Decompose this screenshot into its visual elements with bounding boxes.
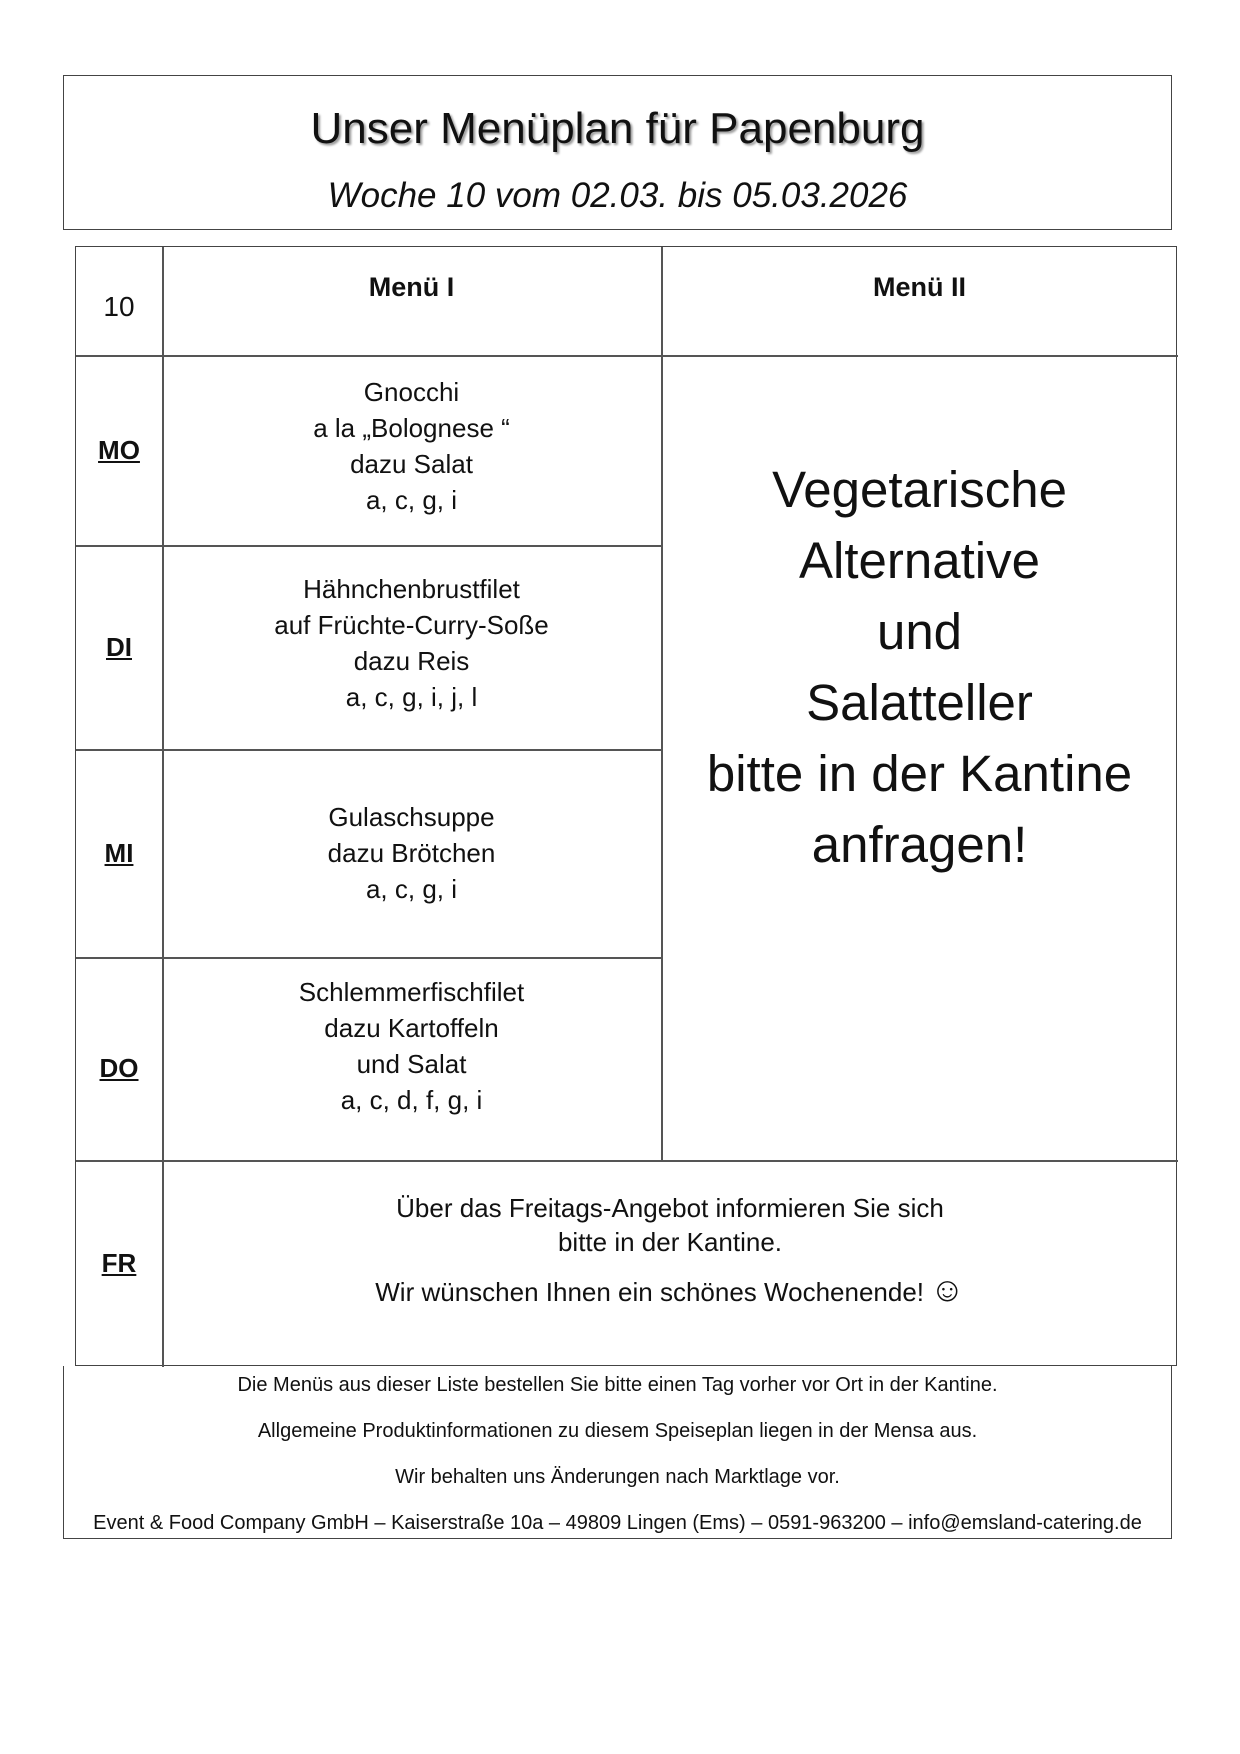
menu-table: [75, 246, 1177, 1366]
friday-line-3: Wir wünschen Ihnen ein schönes Wochenende!: [375, 1277, 925, 1307]
dish-line: dazu Kartoffeln: [324, 1013, 499, 1043]
allergen-codes: a, c, g, i: [365, 485, 458, 515]
dish-line: Gnocchi: [363, 377, 460, 407]
footer-company-contact: Event & Food Company GmbH – Kaiserstraße 10a – 49809 Lingen (Ems) – 0591-963200 – info@emsland-catering.de: [93, 1512, 1142, 1534]
menu-2-vegetarian-note: [661, 355, 1178, 979]
friday-greeting: [375, 1273, 964, 1309]
dish-line: Gulaschsuppe: [328, 802, 495, 832]
dish-line: und Salat: [356, 1049, 467, 1079]
dish-cell-mo: [162, 355, 661, 537]
veg-line: und: [876, 603, 963, 660]
veg-line: Salatteller: [806, 674, 1033, 731]
dish-line: dazu Salat: [350, 449, 473, 479]
dish-line: Schlemmerfischfilet: [298, 977, 525, 1007]
veg-line: Vegetarische: [772, 461, 1067, 518]
friday-line-2: bitte in der Kantine.: [557, 1227, 783, 1257]
veg-line: Alternative: [799, 532, 1040, 589]
dish-line: auf Früchte-Curry-Soße: [274, 610, 549, 640]
footer-box: [63, 1366, 1172, 1539]
dish-line: a la „Bolognese “: [313, 413, 510, 443]
column-header-menu-1: Menü I: [368, 272, 455, 302]
friday-note: [162, 1160, 1178, 1340]
day-label-do: DO: [99, 1053, 139, 1083]
smiley-icon: ☺: [930, 1271, 965, 1309]
week-subtitle: Woche 10 vom 02.03. bis 05.03.2026: [327, 176, 908, 215]
dish-line: Hähnchenbrustfilet: [303, 574, 520, 604]
dish-cell-do: [162, 957, 661, 1135]
day-label-di: DI: [106, 631, 132, 662]
page-title: Unser Menüplan für Papenburg: [310, 104, 925, 153]
allergen-codes: a, c, d, f, g, i: [340, 1085, 483, 1115]
week-number: 10: [103, 291, 135, 322]
allergen-codes: a, c, g, i: [365, 874, 458, 904]
dish-cell-mi: [162, 749, 661, 957]
day-label-mi: MI: [104, 837, 134, 868]
footer-product-info: Allgemeine Produktinformationen zu diesem Speiseplan liegen in der Mensa aus.: [257, 1420, 978, 1442]
dish-line: dazu Reis: [353, 646, 470, 676]
day-label-fr: FR: [101, 1248, 137, 1278]
footer-changes-note: Wir behalten uns Änderungen nach Marktlage vor.: [395, 1466, 840, 1488]
footer-order-note: Die Menüs aus dieser Liste bestellen Sie bitte einen Tag vorher vor Ort in der Kantine.: [237, 1374, 998, 1396]
header-box: [63, 75, 1172, 230]
veg-line: anfragen!: [811, 816, 1028, 873]
friday-line-1: Über das Freitags-Angebot informieren Sie sich: [396, 1193, 944, 1223]
veg-line: bitte in der Kantine: [706, 745, 1133, 802]
dish-line: dazu Brötchen: [327, 838, 496, 868]
column-header-menu-2: Menü II: [873, 272, 966, 302]
dish-cell-di: [162, 545, 661, 741]
day-label-mo: MO: [98, 434, 140, 465]
allergen-codes: a, c, g, i, j, l: [345, 682, 478, 712]
